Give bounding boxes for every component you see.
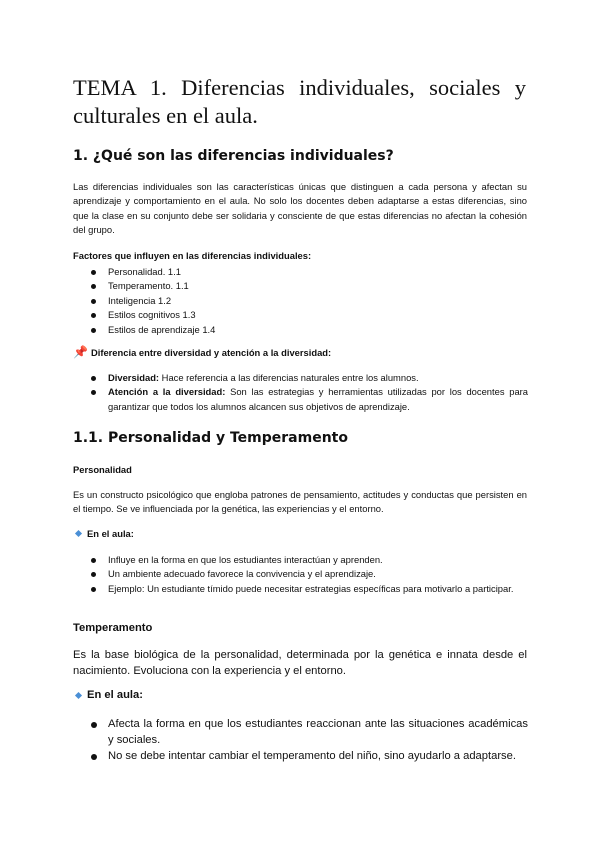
term-text: Son las estrategias y herramientas utilizadas por los docentes para garantizar que todos los alumnos alcancen sus objetivos de aprendizaje. <box>108 386 528 412</box>
list-item <box>88 371 528 385</box>
list-item: No se debe intentar cambiar el temperamento del niño, sino ayudarlo a adaptarse. <box>88 748 528 764</box>
list-item: Temperamento. 1.1 <box>88 279 528 293</box>
section-heading-1-1: 1.1. Personalidad y Temperamento <box>73 430 348 446</box>
personalidad-aula-label <box>73 528 134 539</box>
list-item: Afecta la forma en que los estudiantes reaccionan ante las situaciones académicas y sociales. <box>88 716 528 748</box>
list-item: Estilos de aprendizaje 1.4 <box>88 323 528 337</box>
personalidad-list <box>88 553 528 596</box>
factors-heading: Factores que influyen en las diferencias individuales: <box>73 250 312 261</box>
list-item: Influye en la forma en que los estudiantes interactúan y aprenden. <box>88 553 528 567</box>
section-heading-1: 1. ¿Qué son las diferencias individuales? <box>73 148 394 164</box>
list-item: Estilos cognitivos 1.3 <box>88 308 528 322</box>
temperamento-aula-label <box>73 689 143 701</box>
diamond-bullet-icon <box>75 530 82 537</box>
temperamento-heading: Temperamento <box>73 622 153 634</box>
term-label: Diversidad: <box>108 372 160 383</box>
diversity-list <box>88 371 528 414</box>
aula-label-text: En el aula: <box>87 689 143 701</box>
temperamento-list <box>88 716 528 765</box>
personalidad-heading: Personalidad <box>73 464 132 475</box>
term-label: Atención a la diversidad: <box>108 386 226 398</box>
aula-label-text: En el aula: <box>87 528 134 539</box>
pushpin-icon: 📌 <box>73 345 88 359</box>
factors-list <box>88 265 528 337</box>
list-item: Ejemplo: Un estudiante tímido puede necesitar estrategias específicas para motivarlo a participar. <box>88 582 528 596</box>
list-item: Un ambiente adecuado favorece la convivencia y el aprendizaje. <box>88 567 528 581</box>
list-item: Inteligencia 1.2 <box>88 294 528 308</box>
list-item: Personalidad. 1.1 <box>88 265 528 279</box>
temperamento-paragraph: Es la base biológica de la personalidad, determinada por la genética e innata desde el nacimiento. Evoluciona con la experiencia y el entorno. <box>73 649 527 677</box>
diversity-callout <box>73 345 331 359</box>
document-title: TEMA 1. Diferencias individuales, sociales y culturales en el aula. <box>73 75 526 128</box>
diamond-bullet-icon <box>75 691 82 698</box>
callout-text: Diferencia entre diversidad y atención a la diversidad: <box>90 346 332 358</box>
term-text: Hace referencia a las diferencias naturales entre los alumnos. <box>159 372 419 383</box>
personalidad-paragraph: Es un constructo psicológico que engloba patrones de pensamiento, actitudes y conductas que persisten en el tiempo. Se ve influenciada por la genética, las experiencias y el entorno. <box>73 489 527 515</box>
list-item <box>88 385 528 414</box>
intro-paragraph: Las diferencias individuales son las características únicas que distinguen a cada persona y afectan su aprendizaje y comportamiento en el aula. No solo los docentes deben adaptarse a estas diferencias, sino que la clase en su conjunto debe ser solidaria y consciente de que estas diferencias no afectan la cohesión del grupo. <box>73 181 527 236</box>
